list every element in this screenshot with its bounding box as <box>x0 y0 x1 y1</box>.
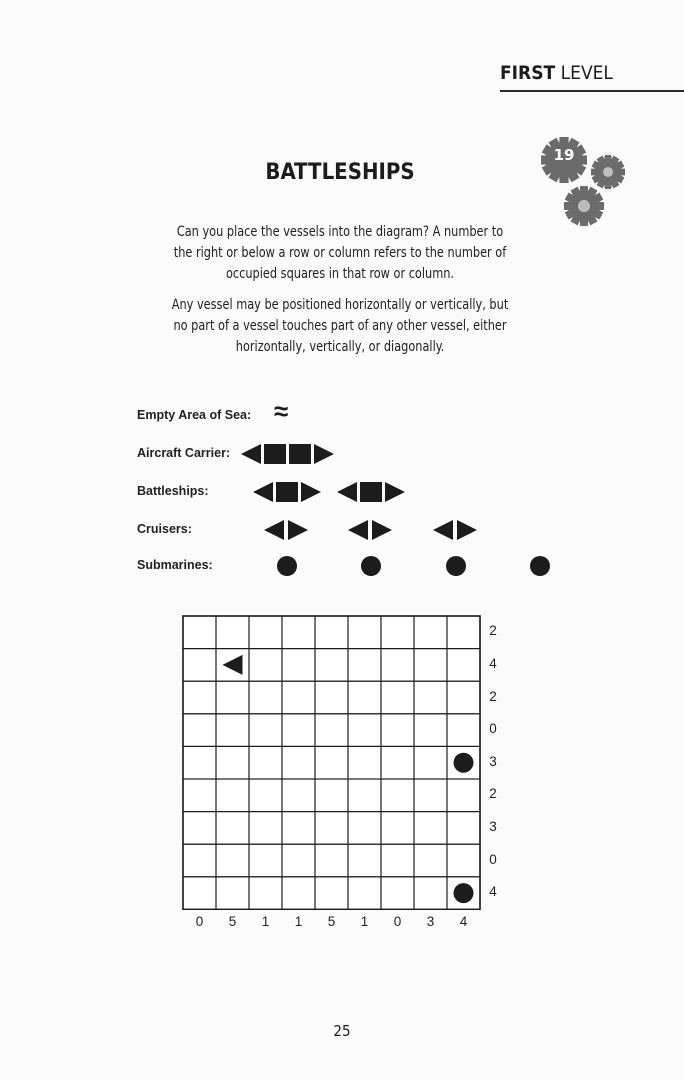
grid-cell-r3-c0[interactable] <box>183 714 216 747</box>
grid-cell-r6-c1[interactable] <box>216 812 249 845</box>
grid-cell-r3-c6[interactable] <box>381 714 414 747</box>
row-clue: 4 <box>489 655 497 671</box>
grid-cell-r2-c6[interactable] <box>381 681 414 714</box>
grid-cell-r2-c2[interactable] <box>249 681 282 714</box>
grid-cell-r1-c0[interactable] <box>183 649 216 682</box>
row-clue: 0 <box>489 721 497 737</box>
column-clue: 1 <box>261 914 270 930</box>
grid-cell-r5-c1[interactable] <box>216 779 249 812</box>
aircraft-carrier-icon <box>241 443 335 465</box>
grid-cell-r5-c8[interactable] <box>447 779 480 812</box>
grid-cell-r4-c5[interactable] <box>348 746 381 779</box>
grid-cell-r8-c6[interactable] <box>381 877 414 910</box>
grid-cell-r1-c6[interactable] <box>381 649 414 682</box>
column-clue: 0 <box>393 914 402 930</box>
submarine-icon <box>529 555 551 577</box>
row-clue: 0 <box>489 851 497 867</box>
instructions-paragraph-2: Any vessel may be positioned horizontally or vertically, but no part of a vessel touches part of any other vessel, either horizontally, vertically, or diagonally. <box>171 297 509 355</box>
grid-cell-r0-c1[interactable] <box>216 616 249 649</box>
row-clue: 3 <box>489 818 497 834</box>
grid-cell-r1-c5[interactable] <box>348 649 381 682</box>
grid-cell-r5-c0[interactable] <box>183 779 216 812</box>
grid-cell-r7-c6[interactable] <box>381 844 414 877</box>
cruiser-icon <box>264 519 310 541</box>
grid-cell-r2-c1[interactable] <box>216 681 249 714</box>
grid-cell-r4-c7[interactable] <box>414 746 447 779</box>
grid-cell-r2-c7[interactable] <box>414 681 447 714</box>
row-clue: 2 <box>489 786 497 802</box>
battleship-icon <box>337 481 407 503</box>
grid-cell-r1-c2[interactable] <box>249 649 282 682</box>
column-clue: 1 <box>360 914 369 930</box>
grid-cell-r5-c5[interactable] <box>348 779 381 812</box>
legend-cruisers-label: Cruisers: <box>137 522 192 536</box>
grid-cell-r7-c0[interactable] <box>183 844 216 877</box>
column-clue: 5 <box>228 914 237 930</box>
grid-cell-r2-c5[interactable] <box>348 681 381 714</box>
grid-cell-r8-c0[interactable] <box>183 877 216 910</box>
sea-wave-icon: ≈ <box>274 396 289 426</box>
gears-icon <box>528 124 632 232</box>
grid-cell-r8-c1[interactable] <box>216 877 249 910</box>
grid-cell-r7-c8[interactable] <box>447 844 480 877</box>
legend-submarines-label: Submarines: <box>137 558 213 572</box>
grid-cell-r5-c4[interactable] <box>315 779 348 812</box>
grid-cell-r6-c7[interactable] <box>414 812 447 845</box>
row-clue: 4 <box>489 884 497 900</box>
grid-cell-r0-c8[interactable] <box>447 616 480 649</box>
grid-cell-r1-c4[interactable] <box>315 649 348 682</box>
grid-cell-r0-c0[interactable] <box>183 616 216 649</box>
grid-cell-r4-c6[interactable] <box>381 746 414 779</box>
legend-battleships-label: Battleships: <box>137 484 209 498</box>
grid-cell-r3-c4[interactable] <box>315 714 348 747</box>
grid-cell-r0-c6[interactable] <box>381 616 414 649</box>
page-number: 25 <box>333 1022 351 1040</box>
puzzle-title: BATTLESHIPS <box>265 160 415 185</box>
column-clue: 4 <box>459 914 468 930</box>
level-rest-text: LEVEL <box>560 62 613 84</box>
fleet-legend <box>137 396 597 590</box>
grid-cell-r7-c3[interactable] <box>282 844 315 877</box>
column-clue: 0 <box>195 914 204 930</box>
grid-cell-r6-c4[interactable] <box>315 812 348 845</box>
column-clue: 1 <box>294 914 303 930</box>
row-clue: 2 <box>489 688 497 704</box>
grid-cell-r0-c2[interactable] <box>249 616 282 649</box>
grid-cell-r8-c2[interactable] <box>249 877 282 910</box>
battleship-icon <box>253 481 323 503</box>
gears-badge <box>528 124 632 232</box>
level-header <box>500 60 684 92</box>
grid-cell-r5-c7[interactable] <box>414 779 447 812</box>
grid-cell-r6-c8[interactable] <box>447 812 480 845</box>
grid-cell-r7-c1[interactable] <box>216 844 249 877</box>
grid-cell-r4-c0[interactable] <box>183 746 216 779</box>
given-submarine <box>454 883 474 903</box>
grid-cell-r0-c4[interactable] <box>315 616 348 649</box>
grid-cell-r3-c5[interactable] <box>348 714 381 747</box>
grid-cell-r3-c8[interactable] <box>447 714 480 747</box>
grid-cell-r4-c4[interactable] <box>315 746 348 779</box>
grid-cell-r8-c7[interactable] <box>414 877 447 910</box>
grid-cell-r4-c1[interactable] <box>216 746 249 779</box>
legend-carrier-label: Aircraft Carrier: <box>137 446 231 460</box>
grid-cell-r0-c5[interactable] <box>348 616 381 649</box>
grid-cell-r0-c3[interactable] <box>282 616 315 649</box>
submarine-icon <box>276 555 298 577</box>
instructions-paragraph-1: Can you place the vessels into the diagram? A number to the right or below a row or column refers to the number of occupied squares in that row or column. <box>173 224 507 282</box>
grid-cell-r1-c3[interactable] <box>282 649 315 682</box>
grid-cell-r8-c5[interactable] <box>348 877 381 910</box>
grid-cell-r3-c7[interactable] <box>414 714 447 747</box>
column-clue: 5 <box>327 914 336 930</box>
legend-sea-label: Empty Area of Sea: <box>137 408 252 422</box>
grid-cell-r8-c3[interactable] <box>282 877 315 910</box>
grid-cell-r6-c2[interactable] <box>249 812 282 845</box>
grid-cell-r8-c4[interactable] <box>315 877 348 910</box>
puzzle-number: 19 <box>553 146 575 164</box>
grid-cell-r4-c3[interactable] <box>282 746 315 779</box>
cruiser-icon <box>348 519 394 541</box>
grid-cell-r7-c7[interactable] <box>414 844 447 877</box>
grid-cell-r3-c3[interactable] <box>282 714 315 747</box>
submarine-icon <box>445 555 467 577</box>
grid-cell-r5-c3[interactable] <box>282 779 315 812</box>
grid-cell-r2-c3[interactable] <box>282 681 315 714</box>
grid-cell-r7-c4[interactable] <box>315 844 348 877</box>
grid-cell-r2-c4[interactable] <box>315 681 348 714</box>
grid-cell-r0-c7[interactable] <box>414 616 447 649</box>
instructions <box>150 222 530 368</box>
column-clue: 3 <box>426 914 435 930</box>
grid-cell-r6-c5[interactable] <box>348 812 381 845</box>
grid-cell-r5-c6[interactable] <box>381 779 414 812</box>
submarine-icon <box>360 555 382 577</box>
grid-cell-r6-c0[interactable] <box>183 812 216 845</box>
grid-cell-r7-c2[interactable] <box>249 844 282 877</box>
grid-cell-r5-c2[interactable] <box>249 779 282 812</box>
grid-cell-r2-c8[interactable] <box>447 681 480 714</box>
grid-cell-r6-c3[interactable] <box>282 812 315 845</box>
grid-cell-r4-c2[interactable] <box>249 746 282 779</box>
grid-cell-r3-c1[interactable] <box>216 714 249 747</box>
level-bold-text: FIRST <box>500 62 556 84</box>
row-clue: 2 <box>489 623 497 639</box>
grid-cell-r7-c5[interactable] <box>348 844 381 877</box>
grid-cell-r2-c0[interactable] <box>183 681 216 714</box>
cruiser-icon <box>433 519 479 541</box>
grid-cell-r3-c2[interactable] <box>249 714 282 747</box>
given-submarine <box>454 753 474 773</box>
row-clue: 3 <box>489 753 497 769</box>
grid-cell-r1-c7[interactable] <box>414 649 447 682</box>
puzzle-grid <box>182 615 481 910</box>
grid-cell-r6-c6[interactable] <box>381 812 414 845</box>
grid-cell-r1-c8[interactable] <box>447 649 480 682</box>
